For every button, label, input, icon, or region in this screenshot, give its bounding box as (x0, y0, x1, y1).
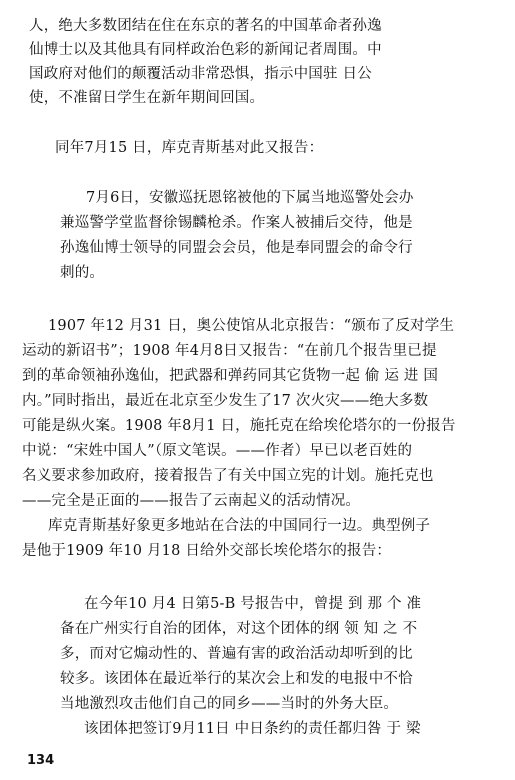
text-line: ——完全是正面的——报告了云南起义的活动情况。 (22, 493, 361, 509)
text-line: 到的革命领袖孙逸仙，把武器和弹药同其它货物一起 偷 运 进 国 (22, 368, 439, 384)
quote-line: 当地激烈攻击他们自己的同乡——当时的外务大臣。 (60, 696, 399, 712)
quote-line: 刺的。 (60, 265, 105, 281)
text-line: 运动的新诏书”；1908 年4月8日又报告：“在前几个报告里已提 (22, 343, 437, 359)
text-line: 是他于1909 年10 月18 日给外交部长埃伦塔尔的报告： (22, 543, 392, 559)
text-line: 人，绝大多数团结在住在东京的著名的中国革命者孙逸 (29, 18, 382, 34)
text-line: 可能是纵火案。1908 年8月1 日，施托克在给埃伦塔尔的一份报告 (22, 418, 456, 434)
quote-line: 兼巡警学堂监督徐锡麟枪杀。作案人被捕后交待，他是 (60, 215, 413, 231)
quote-line: 备在广州实行自治的团体，对这个团体的纲 领 知 之 不 (60, 621, 418, 637)
text-line: 名义要求参加政府，接着报告了有关中国立宪的计划。施托克也 (22, 468, 434, 484)
text-line: 1907 年12 月31 日，奥公使馆从北京报告：“颁布了反对学生 (48, 318, 455, 334)
text-line: 内。”同时指出，最近在北京至少发生了17 次火灾——绝大多数 (22, 393, 429, 409)
page-number: 134 (27, 753, 55, 768)
quote-line: 该团体把签订9月11日 中日条约的责任都归咎 于 梁 (84, 721, 421, 737)
text-line: 国政府对他们的颠覆活动非常恐惧，指示中国驻 日公 (29, 66, 372, 82)
quote-line: 在今年10 月4 日第5-B 号报告中，曾提 到 那 个 准 (84, 596, 422, 612)
quote-line: 7月6日，安徽巡抚恩铭被他的下属当地巡警处会办 (86, 190, 414, 206)
text-line: 库克青斯基好象更多地站在合法的中国同行一边。典型例子 (48, 518, 431, 534)
quote-line: 多，而对它煽动性的、普遍有害的政治活动却听到的比 (60, 646, 413, 662)
text-line: 仙博士以及其他具有同样政治色彩的新闻记者周围。中 (29, 42, 382, 58)
text-line: 使，不准留日学生在新年期间回国。 (29, 90, 265, 106)
quote-line: 孙逸仙博士领导的同盟会会员，他是奉同盟会的命令行 (60, 240, 413, 256)
quote-line: 较多。该团体在最近举行的某次会上和发的电报中不恰 (60, 671, 413, 687)
text-line: 同年7月15 日，库克青斯基对此又报告： (55, 140, 324, 156)
text-line: 中说：“宋姓中国人”（原文笔误。——作者）早已以老百姓的 (22, 443, 413, 459)
